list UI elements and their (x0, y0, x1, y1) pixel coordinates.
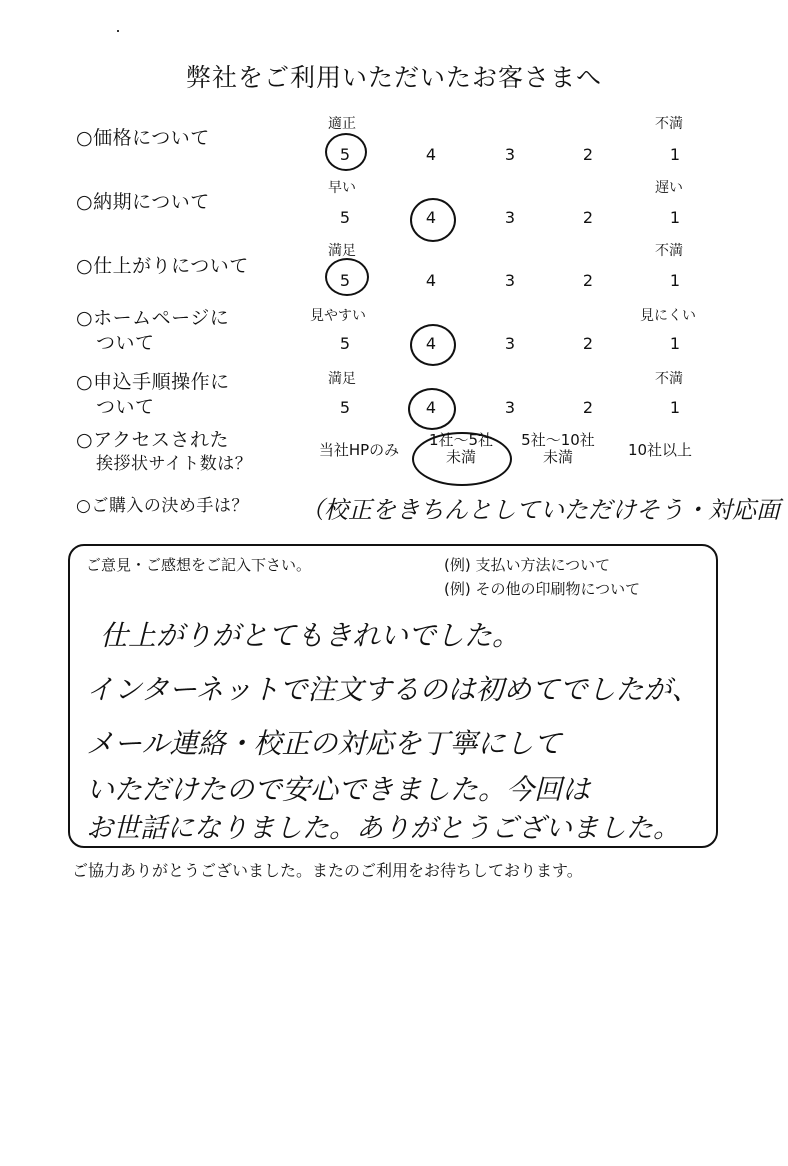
access-option-own[interactable] (306, 442, 412, 459)
access-option-5-10[interactable] (508, 432, 608, 466)
scale-4[interactable]: 4 (425, 271, 437, 290)
comment-line: メール連絡・校正の対応を丁寧にして (86, 727, 562, 760)
scale-left-label: 適正 (328, 116, 356, 132)
scale-1[interactable]: 1 (669, 398, 681, 417)
scale-right-label: 遅い (655, 180, 683, 196)
scan-speck (117, 30, 119, 32)
scale-left-label: 見やすい (310, 308, 366, 324)
scale-5[interactable]: 5 (339, 334, 351, 353)
scale-5[interactable]: 5 (339, 271, 351, 290)
scale-3[interactable]: 3 (504, 145, 516, 164)
scale-1[interactable]: 1 (669, 271, 681, 290)
scale-1[interactable]: 1 (669, 334, 681, 353)
comment-line: お世話になりました。ありがとうございました。 (86, 813, 680, 844)
comment-line: インターネットで注文するのは初めてでしたが、 (86, 673, 700, 706)
question-label: ○価格について (76, 127, 210, 149)
scale-right-label: 不満 (655, 371, 683, 387)
comments-example-2: (例) その他の印刷物について (444, 580, 641, 598)
scale-1[interactable]: 1 (669, 208, 681, 227)
scale-5[interactable]: 5 (339, 398, 351, 417)
question-label-line2: ついて (96, 332, 155, 354)
scale-4[interactable]: 4 (425, 145, 437, 164)
scale-left-label: 早い (328, 180, 356, 196)
comment-line: いただけたので安心できました。今回は (86, 773, 591, 806)
scale-5[interactable]: 5 (339, 208, 351, 227)
scale-3[interactable]: 3 (504, 334, 516, 353)
question-label: ○申込手順操作に (76, 371, 230, 393)
page-title: 弊社をご利用いただいたお客さまへ (185, 63, 602, 92)
question-label-line2: ついて (96, 396, 155, 418)
scale-2[interactable]: 2 (582, 271, 594, 290)
scale-2[interactable]: 2 (582, 208, 594, 227)
question-label: ○仕上がりについて (76, 255, 249, 277)
scale-4[interactable]: 4 (425, 334, 437, 353)
scale-4[interactable]: 4 (425, 208, 437, 227)
scale-2[interactable]: 2 (582, 334, 594, 353)
comments-example-1: (例) 支払い方法について (444, 556, 611, 574)
scale-2[interactable]: 2 (582, 398, 594, 417)
option-text: 10社以上 (627, 441, 693, 459)
option-text-line2: 未満 (542, 448, 573, 466)
question-label: ○納期について (76, 191, 210, 213)
option-text: 1社～5社 (428, 431, 494, 449)
scale-3[interactable]: 3 (504, 208, 516, 227)
option-text: 当社HPのみ (318, 441, 400, 459)
option-text: 5社～10社 (521, 431, 595, 449)
purchase-answer-handwritten[interactable]: （校正をきちんとしていただけそう・対応面 (300, 496, 780, 524)
footer-thanks: ご協力ありがとうございました。またのご利用をお待ちしております。 (72, 861, 583, 880)
question-label: ○アクセスされた (76, 429, 230, 451)
scale-3[interactable]: 3 (504, 271, 516, 290)
access-option-10plus[interactable] (618, 442, 702, 459)
scale-left-label: 満足 (328, 243, 356, 259)
question-label: ○ご購入の決め手は？ (76, 496, 249, 516)
question-label: ○ホームページに (76, 307, 230, 329)
scale-right-label: 不満 (655, 116, 683, 132)
scale-5[interactable]: 5 (339, 145, 351, 164)
access-option-1-5[interactable] (418, 432, 504, 466)
scale-4[interactable]: 4 (425, 398, 437, 417)
scale-right-label: 見にくい (640, 308, 696, 324)
comment-line: 仕上がりがとてもきれいでした。 (100, 619, 521, 652)
scale-3[interactable]: 3 (504, 398, 516, 417)
scale-1[interactable]: 1 (669, 145, 681, 164)
scale-right-label: 不満 (655, 243, 683, 259)
comments-label: ご意見・ご感想をご記入下さい。 (86, 556, 312, 574)
option-text-line2: 未満 (445, 448, 476, 466)
scale-left-label: 満足 (328, 371, 356, 387)
scale-2[interactable]: 2 (582, 145, 594, 164)
question-label-line2: 挨拶状サイト数は？ (96, 454, 253, 474)
